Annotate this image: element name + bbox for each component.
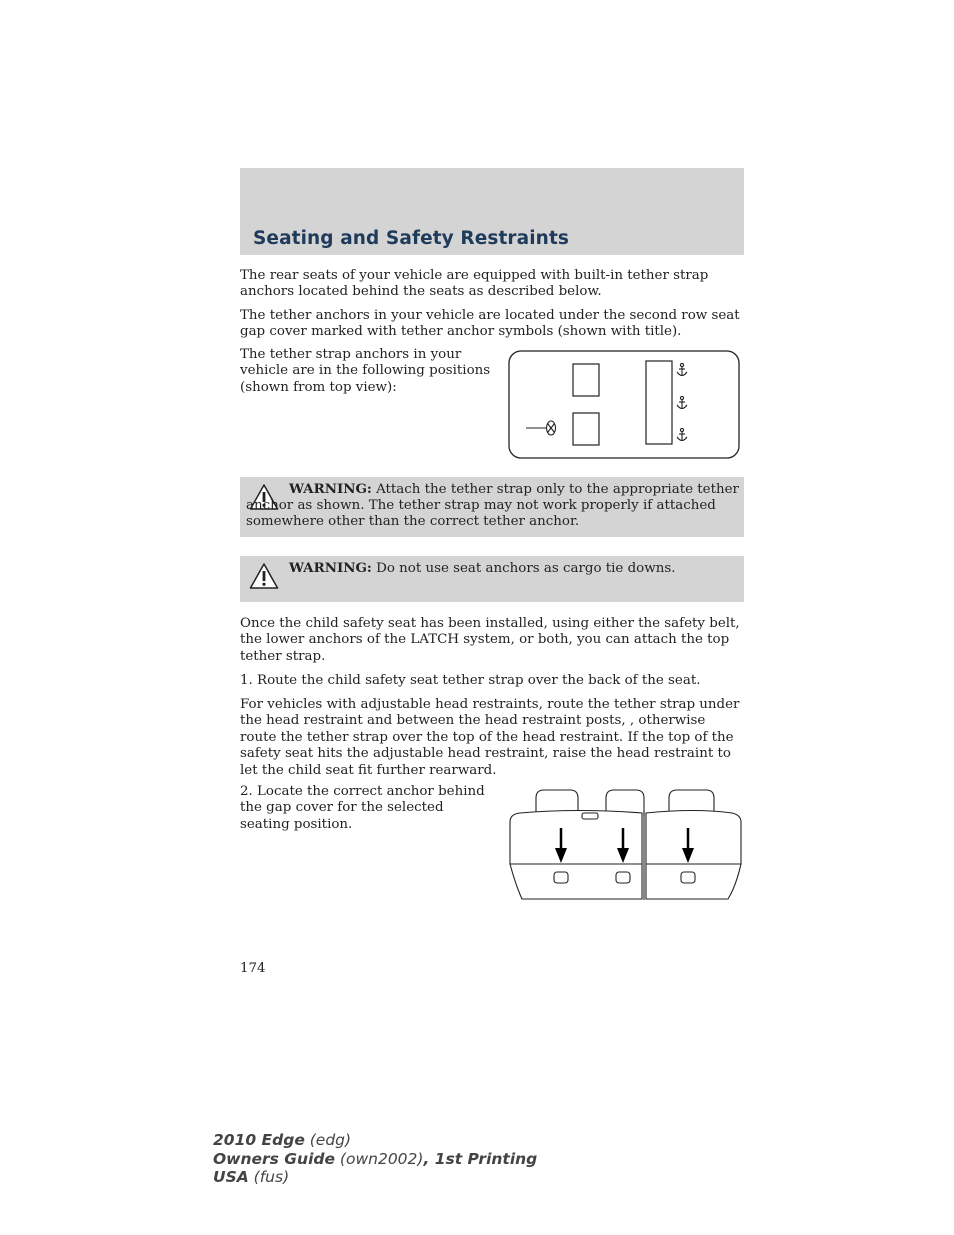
warning-label: WARNING: (289, 481, 372, 497)
paragraph-attach-top-tether: Once the child safety seat has been installed, using either the safety belt, the lower anchors of the LATCH system, or both, you can attach the top tether strap. (240, 616, 740, 664)
rear-seat-anchor-diagram (506, 786, 744, 904)
warning-message: Attach the tether strap only to the appropriate tether anchor as shown. The tether strap may not work properly if attached somewhere other than the correct tether anchor. (246, 482, 739, 529)
warning-box-tether-anchor (240, 477, 744, 537)
footer-region-code: (fus) (248, 1168, 290, 1186)
paragraph-step-2: 2. Locate the correct anchor behind the gap cover for the selected seating position. (240, 784, 485, 832)
paragraph-built-in-anchors: The rear seats of your vehicle are equipped with built-in tether strap anchors located behind the seats as described below. (240, 268, 709, 300)
driver-seat (573, 413, 599, 445)
warning-text-tether-anchor (246, 481, 740, 530)
warning-message: Do not use seat anchors as cargo tie downs. (371, 561, 676, 576)
tether-anchor-top-view-diagram (508, 350, 741, 460)
rear-bench-seat (646, 361, 672, 444)
paragraph-step-1: 1. Route the child safety seat tether strap over the back of the seat. (240, 673, 701, 688)
footer-guide-code: (own2002) (335, 1149, 424, 1168)
warning-label: WARNING: (289, 560, 372, 576)
footer-model-code: (edg) (304, 1131, 352, 1149)
tether-anchor-icon (681, 872, 695, 883)
section-title: Seating and Safety Restraints (253, 228, 569, 249)
page-number: 174 (240, 961, 266, 976)
gap-cover-latch (582, 813, 598, 819)
paragraph-anchor-location: The tether anchors in your vehicle are located under the second row seat gap cover marked with tether anchor symbols (shown with title). (240, 308, 740, 340)
tether-anchor-icon (554, 872, 568, 883)
footer-guide: Owners Guide (213, 1149, 335, 1168)
footer-model: 2010 Edge (213, 1131, 305, 1149)
tether-anchor-icon (616, 872, 630, 883)
paragraph-head-restraint: For vehicles with adjustable head restraints, route the tether strap under the head restraint and between the head restraint posts, , otherwise route the tether strap over the top of the head restraint. If the top of the safety seat hits the adjustable head restraint, raise the head restraint to let the child seat fit further rearward. (240, 697, 740, 778)
warning-box-cargo (240, 556, 744, 602)
warning-text-cargo (246, 560, 740, 577)
footer-region: USA (213, 1168, 249, 1186)
seat-back-right (646, 811, 741, 865)
footer-printing: , 1st Printing (423, 1149, 538, 1168)
front-passenger-seat (573, 364, 599, 396)
document-footer (213, 1131, 537, 1187)
paragraph-anchor-positions: The tether strap anchors in your vehicle are in the following positions (shown from top view): (240, 347, 491, 395)
